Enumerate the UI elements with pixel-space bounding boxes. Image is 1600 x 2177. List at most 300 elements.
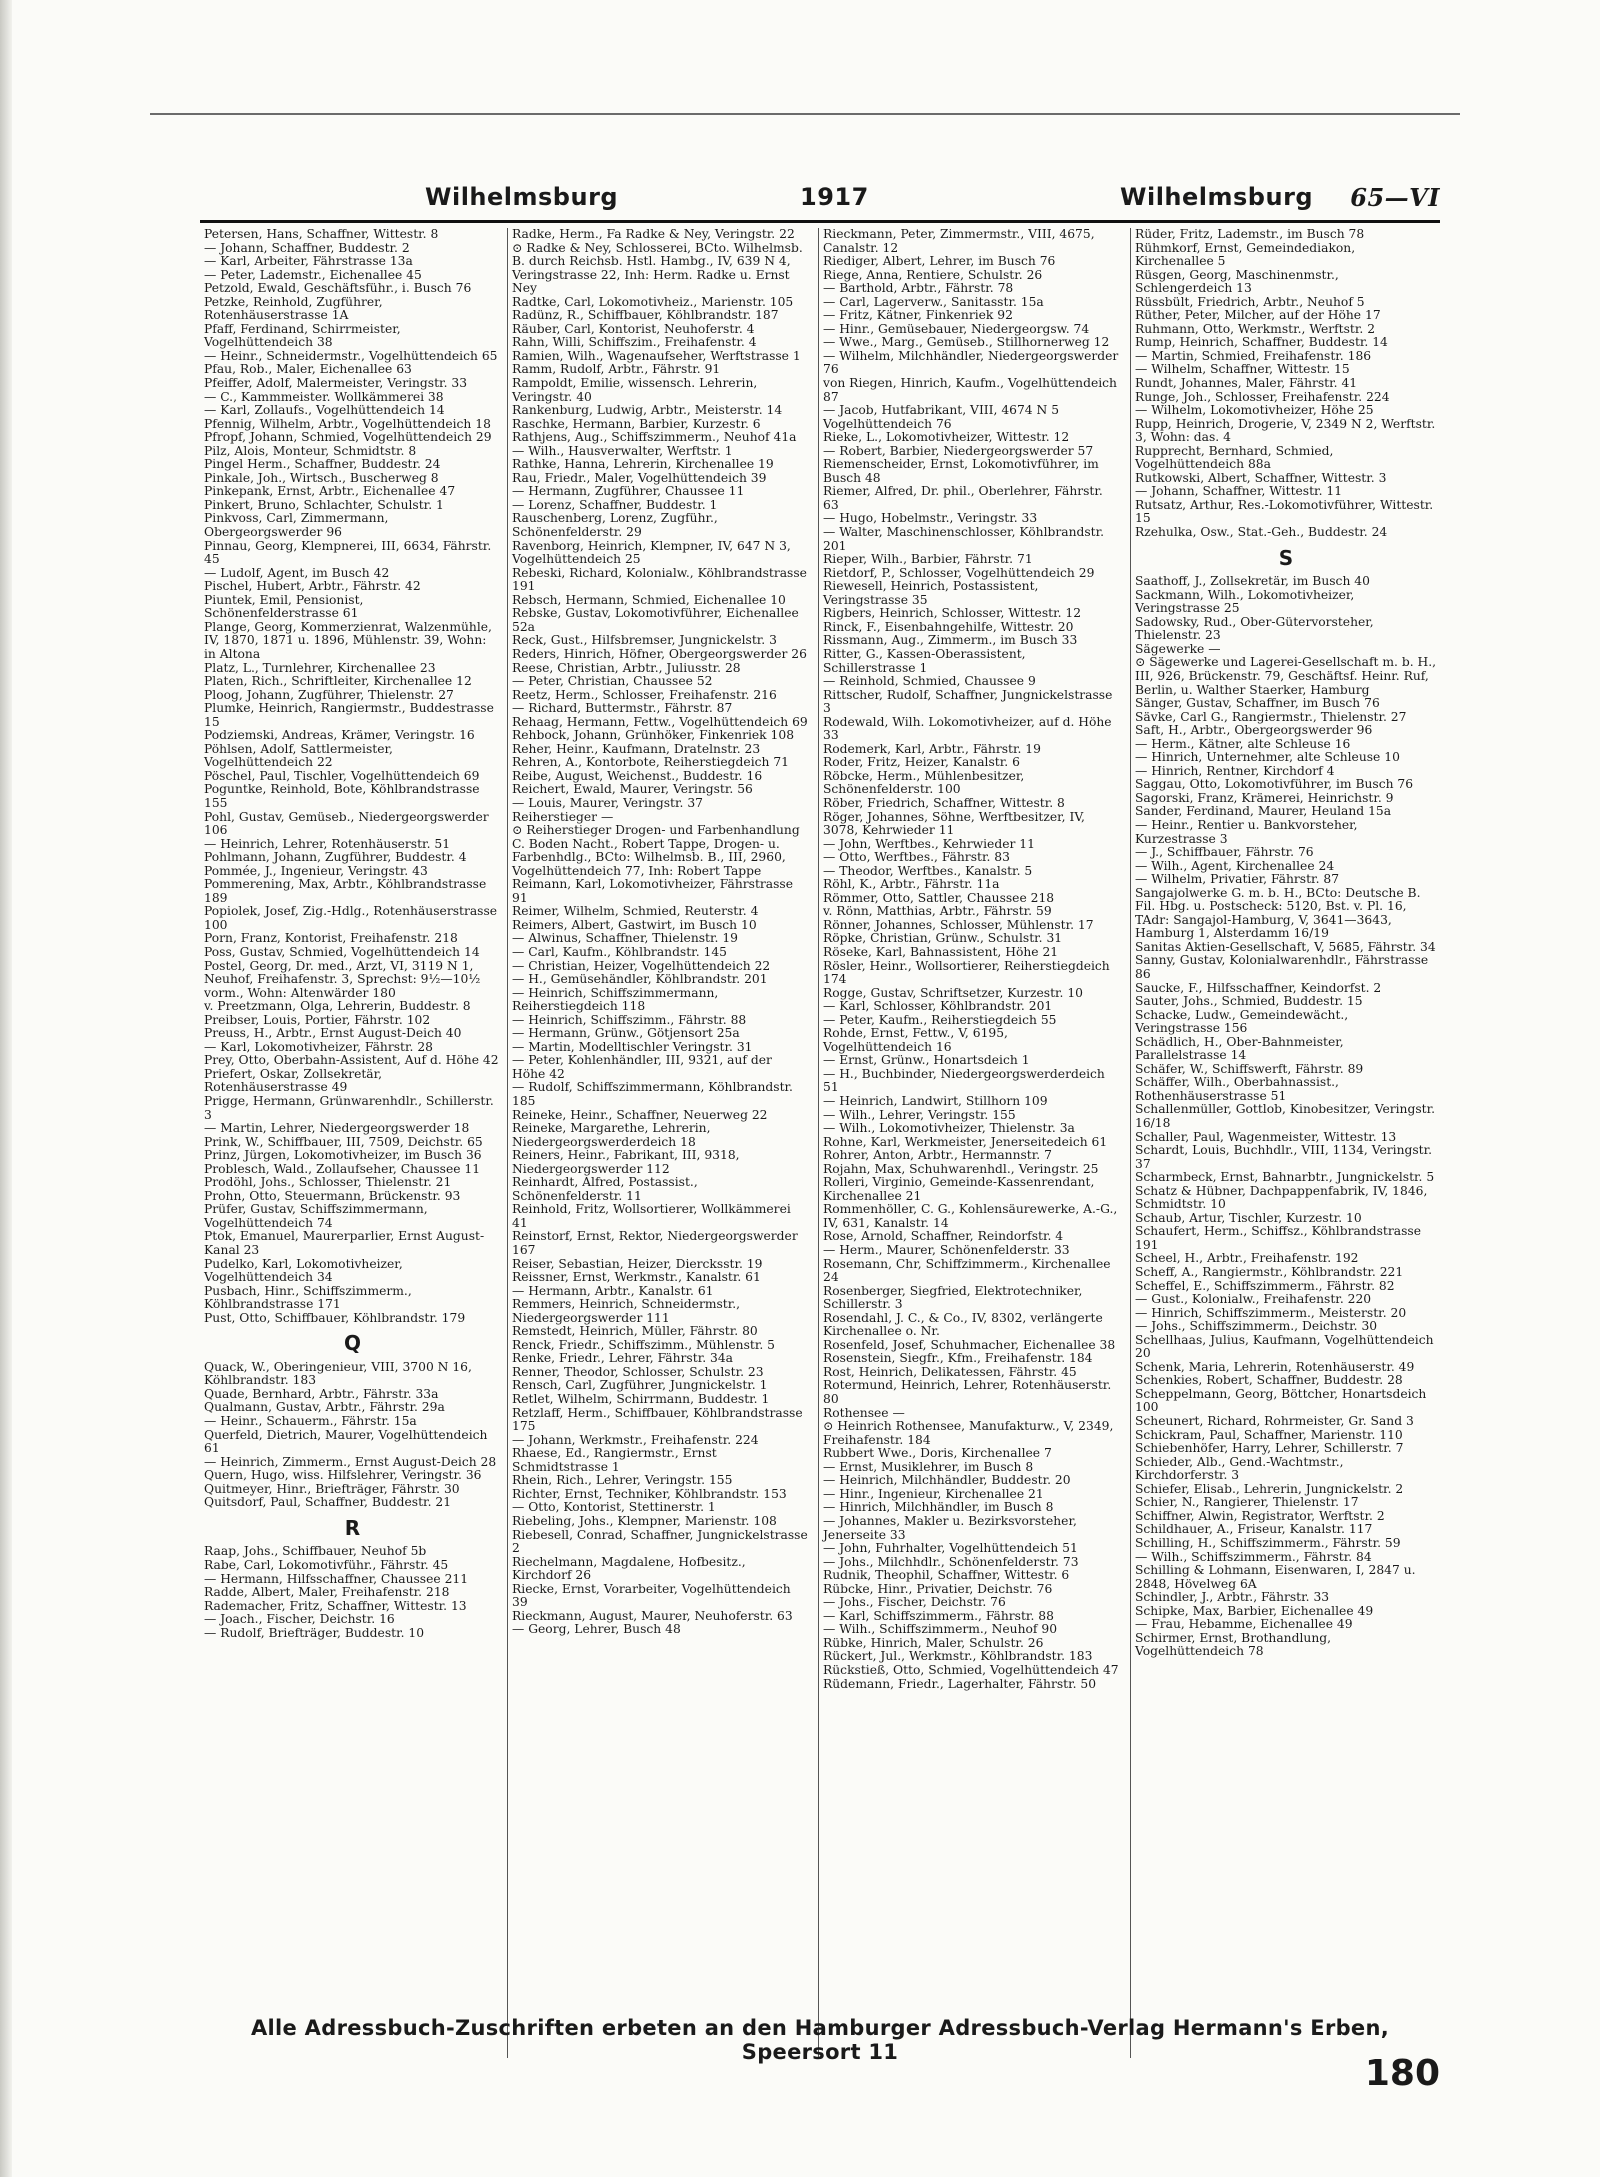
directory-entry: Rabe, Carl, Lokomotivführ., Fährstr. 45 (204, 1557, 449, 1572)
directory-entry: Plumke, Heinrich, Rangiermstr., Buddestrasse 15 (204, 701, 494, 729)
directory-entry: Porn, Franz, Kontorist, Freihafenstr. 218 (204, 931, 458, 946)
section-letter-heading: Q (343, 1331, 361, 1356)
directory-entry: Rösler, Heinr., Wollsortierer, Reiherstiegdeich 174 (823, 958, 1110, 987)
section-letter-heading: S (1278, 545, 1294, 570)
directory-entry: Sagorski, Franz, Krämerei, Heinrichstr. 9 (1135, 790, 1394, 805)
directory-entry: Rühmkorf, Ernst, Gemeindediakon, Kirchenallee 5 (1135, 240, 1356, 269)
directory-entry: Poss, Gustav, Schmied, Vogelhüttendeich 14 (204, 944, 480, 959)
directory-entry: Reiners, Heinr., Fabrikant, III, 9318, Niedergeorgswerder 112 (512, 1148, 740, 1176)
directory-entry: Rodewald, Wilh. Lokomotivheizer, auf d. Höhe 33 (823, 714, 1112, 743)
directory-entry: — Johannes, Makler u. Bezirksvorsteher, Jenerseite 33 (823, 1513, 1077, 1542)
directory-entry: — Hinrich, Milchhändler, im Busch 8 (823, 1500, 1054, 1515)
directory-entry: Radde, Albert, Maler, Freihafenstr. 218 (204, 1585, 450, 1600)
directory-entry: — Heinr., Schauerm., Fährstr. 15a (204, 1414, 417, 1429)
directory-entry: Schaller, Paul, Wagenmeister, Wittestr. 13 (1135, 1129, 1397, 1144)
directory-entry: Prodöhl, Johs., Schlosser, Thielenstr. 21 (204, 1175, 452, 1190)
directory-entry: — Lorenz, Schaffner, Buddestr. 1 (512, 497, 718, 512)
directory-entry: — Heinr., Rentier u. Bankvorsteher, Kurzestrasse 3 (1135, 817, 1358, 846)
directory-entry: ⊙ Heinrich Rothensee, Manufakturw., V, 2349, Freihafenstr. 184 (823, 1419, 1114, 1447)
directory-entry: — Hinrich, Unternehmer, alte Schleuse 10 (1135, 750, 1400, 765)
directory-entry: Remstedt, Heinrich, Müller, Fährstr. 80 (512, 1324, 758, 1339)
directory-entry: — H., Buchbinder, Niedergeorgswerderdeich 51 (823, 1066, 1105, 1095)
directory-entry: Platz, L., Turnlehrer, Kirchenallee 23 (204, 660, 436, 675)
directory-entry: — C., Kammmeister. Wollkämmerei 38 (204, 389, 444, 404)
directory-entry: Rathjens, Aug., Schiffszimmerm., Neuhof 41a (512, 430, 797, 445)
directory-entry: Scheunert, Richard, Rohrmeister, Gr. Sand 3 (1135, 1414, 1414, 1429)
directory-entry: — Hinrich, Schiffszimmerm., Meisterstr. 20 (1135, 1305, 1407, 1320)
directory-entry: Ramien, Wilh., Wagenaufseher, Werftstrasse 1 (512, 348, 801, 363)
directory-entry: — Hinr., Gemüsebauer, Niedergeorgsw. 74 (823, 321, 1090, 336)
directory-entry: Plange, Georg, Kommerzienrat, Walzenmühle, IV, 1870, 1871 u. 1896, Mühlenstr. 39, Wohn: in Altona (204, 619, 492, 661)
directory-entry: Riebesell, Conrad, Schaffner, Jungnickelstrasse 2 (512, 1527, 808, 1556)
directory-entry: Richter, Ernst, Techniker, Köhlbrandstr. 153 (512, 1486, 787, 1501)
directory-entry: Quitmeyer, Hinr., Briefträger, Fährstr. 30 (204, 1481, 460, 1496)
directory-entry: Rubbert Wwe., Doris, Kirchenallee 7 (823, 1446, 1052, 1461)
directory-entry: — Peter, Kaufm., Reiherstiegdeich 55 (823, 1012, 1057, 1027)
directory-entry: Schädlich, H., Ober-Bahnmeister, Parallelstrasse 14 (1135, 1034, 1344, 1063)
directory-entry: Rosenberger, Siegfried, Elektrotechniker, Schillerstr. 3 (823, 1283, 1083, 1312)
directory-entry: — Hermann, Grünw., Götjensort 25a (512, 1026, 740, 1041)
directory-entry: Rupp, Heinrich, Drogerie, V, 2349 N 2, Werftstr. 3, Wohn: das. 4 (1135, 416, 1436, 445)
directory-entry: — Hugo, Hobelmstr., Veringstr. 33 (823, 511, 1038, 526)
directory-entry: Schiefer, Elisab., Lehrerin, Jungnickelstr. 2 (1135, 1481, 1404, 1496)
directory-entry: Rosenstein, Siegfr., Kfm., Freihafenstr. 184 (823, 1351, 1093, 1366)
directory-entry: Renke, Friedr., Lehrer, Fährstr. 34a (512, 1351, 734, 1366)
directory-entry: Reimann, Karl, Lokomotivheizer, Fährstrasse 91 (512, 877, 793, 905)
directory-entry: Rommenhöller, C. G., Kohlensäurewerke, A.-G., IV, 631, Kanalstr. 14 (823, 1202, 1118, 1230)
header-rule (200, 220, 1440, 223)
directory-entry: Riege, Anna, Rentiere, Schulstr. 26 (823, 267, 1043, 282)
directory-entry: Reinhardt, Alfred, Postassist., Schönenfelderstr. 11 (512, 1175, 698, 1203)
directory-entry: Raap, Johs., Schiffbauer, Neuhof 5b (204, 1544, 427, 1559)
directory-entry: — Peter, Christian, Chaussee 52 (512, 674, 713, 689)
directory-entry: Pinnau, Georg, Klempnerei, III, 6634, Fährstr. 45 (204, 538, 492, 567)
header-page-ref: 65—VI (1350, 183, 1440, 212)
directory-entry: Rhaese, Ed., Rangiermstr., Ernst Schmidtstrasse 1 (512, 1446, 717, 1474)
directory-entry: — Martin, Modelltischler Veringstr. 31 (512, 1039, 753, 1054)
directory-entry: Sackmann, Wilh., Lokomotivheizer, Veringstrasse 25 (1135, 587, 1355, 616)
directory-entry: Schäffer, Wilh., Oberbahnassist., Rothenhäuserstrasse 51 (1135, 1075, 1339, 1103)
directory-entry: Rauschenberg, Lorenz, Zugführ., Schönenfelderstr. 29 (512, 511, 718, 540)
directory-entry: — Wilh., Schiffszimmerm., Neuhof 90 (823, 1622, 1058, 1637)
directory-entry: Schaub, Artur, Tischler, Kurzestr. 10 (1135, 1210, 1362, 1225)
directory-entry: Pommerening, Max, Arbtr., Köhlbrandstrasse 189 (204, 877, 487, 905)
directory-entry: Rahn, Willi, Schiffszim., Freihafenstr. 4 (512, 335, 757, 350)
directory-entry: Riemenscheider, Ernst, Lokomotivführer, im Busch 48 (823, 457, 1099, 485)
directory-entry: — Hinr., Ingenieur, Kirchenallee 21 (823, 1486, 1044, 1501)
directory-entry: Petersen, Hans, Schaffner, Wittestr. 8 (204, 228, 439, 241)
directory-entry: — Heinrich, Schiffszimm., Fährstr. 88 (512, 1012, 747, 1027)
directory-entry: Reck, Gust., Hilfsbremser, Jungnickelstr. 3 (512, 633, 777, 648)
directory-entry: Radtke, Carl, Lokomotivheiz., Marienstr. 105 (512, 294, 794, 309)
directory-entry: — Carl, Kaufm., Köhlbrandstr. 145 (512, 944, 728, 959)
directory-entry: — Wilh., Lokomotivheizer, Thielenstr. 3a (823, 1121, 1075, 1136)
directory-entry: Pfennig, Wilhelm, Arbtr., Vogelhüttendeich 18 (204, 416, 491, 431)
directory-entry: Röbcke, Herm., Mühlenbesitzer, Schönenfelderstr. 100 (823, 768, 1025, 797)
directory-entry: Querfeld, Dietrich, Maurer, Vogelhüttendeich 61 (204, 1427, 488, 1456)
directory-entry: Reissner, Ernst, Werkmstr., Kanalstr. 61 (512, 1270, 761, 1285)
directory-entry: Saft, H., Arbtr., Obergeorgswerder 96 (1135, 723, 1373, 738)
column-1 (200, 228, 505, 2058)
directory-entry: Piuntek, Emil, Pensionist, Schönenfelderstrasse 61 (204, 592, 364, 621)
directory-entry: Prüfer, Gustav, Schiffszimmermann, Vogelhüttendeich 74 (204, 1202, 428, 1230)
directory-entry: von Riegen, Hinrich, Kaufm., Vogelhüttendeich 87 (823, 376, 1117, 404)
directory-entry: — Alwinus, Schaffner, Thielenstr. 19 (512, 931, 738, 946)
directory-entry: Scheff, A., Rangiermstr., Köhlbrandstr. 221 (1135, 1265, 1404, 1280)
page-edge-shadow (0, 0, 12, 2177)
directory-entry: Rolleri, Virginio, Gemeinde-Kassenrendant, Kirchenallee 21 (823, 1175, 1095, 1203)
directory-entry: Schacke, Ludw., Gemeindewächt., Veringstrasse 156 (1135, 1007, 1349, 1036)
directory-entry: Riecke, Ernst, Vorarbeiter, Vogelhüttendeich 39 (512, 1581, 791, 1610)
directory-entry: Runge, Joh., Schlosser, Freihafenstr. 224 (1135, 389, 1390, 404)
directory-entry: Prinz, Jürgen, Lokomotivheizer, im Busch 36 (204, 1148, 482, 1163)
directory-entry: Reders, Hinrich, Höfner, Obergeorgswerder 26 (512, 646, 807, 661)
directory-entry: Saucke, F., Hilfsschaffner, Keindorfst. 2 (1135, 980, 1382, 995)
directory-entry: Rohrer, Anton, Arbtr., Hermannstr. 7 (823, 1148, 1052, 1163)
directory-entry: v. Rönn, Matthias, Arbtr., Fährstr. 59 (823, 904, 1052, 919)
directory-entry: Pöschel, Paul, Tischler, Vogelhüttendeich 69 (204, 768, 480, 783)
directory-entry: Rothensee — (823, 1405, 905, 1420)
directory-entry: — Martin, Lehrer, Niedergeorgswerder 18 (204, 1121, 470, 1136)
directory-entry: Rehbock, Johann, Grünhöker, Finkenriek 108 (512, 728, 795, 743)
directory-entry: Reinhold, Fritz, Wollsortierer, Wollkämmerei 41 (512, 1202, 791, 1230)
directory-entry: — Johann, Werkmstr., Freihafenstr. 224 (512, 1432, 759, 1447)
directory-entry: Roder, Fritz, Heizer, Kanalstr. 6 (823, 755, 1020, 770)
directory-entry: — Louis, Maurer, Veringstr. 37 (512, 795, 703, 810)
directory-entry: Remmers, Heinrich, Schneidermstr., Niedergeorgswerder 111 (512, 1297, 741, 1325)
directory-entry: Renck, Friedr., Schiffszimm., Mühlenstr. 5 (512, 1337, 776, 1352)
directory-entry: Schiebenhöfer, Harry, Lehrer, Schillerstr. 7 (1135, 1441, 1404, 1456)
directory-entry: — Gust., Kolonialw., Freihafenstr. 220 (1135, 1292, 1372, 1307)
directory-entry: Rampoldt, Emilie, wissensch. Lehrerin, Veringstr. 40 (512, 376, 758, 404)
directory-entry: Schindler, J., Arbtr., Fährstr. 33 (1135, 1590, 1330, 1605)
directory-entry: Rhein, Rich., Lehrer, Veringstr. 155 (512, 1473, 733, 1488)
directory-entry: — Karl, Schiffszimmerm., Fährstr. 88 (823, 1608, 1054, 1623)
directory-entry: — Theodor, Werftbes., Kanalstr. 5 (823, 863, 1033, 878)
directory-entry: Rzehulka, Osw., Stat.-Geh., Buddestr. 24 (1135, 525, 1388, 540)
directory-entry: — J., Schiffbauer, Fährstr. 76 (1135, 845, 1314, 860)
directory-entry: Sägewerke — (1135, 641, 1221, 656)
directory-entry: — Heinr., Schneidermstr., Vogelhüttendeich 65 (204, 348, 498, 363)
directory-entry: Reiser, Sebastian, Heizer, Diercksstr. 19 (512, 1256, 763, 1271)
directory-entry: — Karl, Zollaufs., Vogelhüttendeich 14 (204, 403, 445, 418)
directory-entry: — Heinrich, Milchhändler, Buddestr. 20 (823, 1473, 1071, 1488)
directory-entry: Schirmer, Ernst, Brothandlung, Vogelhüttendeich 78 (1135, 1630, 1332, 1659)
directory-entry: Rissmann, Aug., Zimmerm., im Busch 33 (823, 633, 1078, 648)
directory-entry: Rigbers, Heinrich, Schlosser, Wittestr. 12 (823, 606, 1082, 621)
directory-entry: Rutsatz, Arthur, Res.-Lokomotivführer, Wittestr. 15 (1135, 497, 1434, 526)
directory-entry: — Wilhelm, Schaffner, Wittestr. 15 (1135, 362, 1350, 377)
directory-entry: Quack, W., Oberingenieur, VIII, 3700 N 16, Köhlbrandstr. 183 (204, 1359, 472, 1388)
directory-entry: Pingel Herm., Schaffner, Buddestr. 24 (204, 457, 441, 472)
directory-entry: Rüssbült, Friedrich, Arbtr., Neuhof 5 (1135, 294, 1365, 309)
directory-entry: Sauter, Johs., Schmied, Buddestr. 15 (1135, 994, 1363, 1009)
directory-entry: Rankenburg, Ludwig, Arbtr., Meisterstr. 14 (512, 403, 783, 418)
directory-entry: — Wwe., Marg., Gemüseb., Stillhornerweg 12 (823, 335, 1110, 350)
directory-entry: Pfeiffer, Adolf, Malermeister, Veringstr. 33 (204, 376, 468, 391)
directory-entry: Sanny, Gustav, Kolonialwarenhdlr., Fährstrasse 86 (1135, 953, 1429, 981)
directory-entry: Radünz, R., Schiffbauer, Köhlbrandstr. 187 (512, 308, 779, 323)
directory-entry: Petzold, Ewald, Geschäftsführ., i. Busch 76 (204, 281, 472, 296)
page-number: 180 (1364, 2053, 1440, 2094)
directory-entry: Rüther, Peter, Milcher, auf der Höhe 17 (1135, 308, 1381, 323)
directory-entry: ⊙ Radke & Ney, Schlosserei, BCto. Wilhelmsb. B. durch Reichsb. Hstl. Hambg., IV, 639 N 4, Veringstrasse 22, Inh: Herm. Radke u. Ernst Ney (512, 240, 803, 296)
directory-entry: — Richard, Buttermstr., Fährstr. 87 (512, 701, 733, 716)
directory-entry: Ptok, Emanuel, Maurerparlier, Ernst August-Kanal 23 (204, 1229, 485, 1258)
directory-entry: — Wilhelm, Privatier, Fährstr. 87 (1135, 872, 1340, 887)
directory-entry: Rutkowski, Albert, Schaffner, Wittestr. 3 (1135, 470, 1387, 485)
directory-entry: Riechelmann, Magdalene, Hofbesitz., Kirchdorf 26 (512, 1554, 746, 1583)
directory-entry: — Karl, Schlosser, Köhlbrandstr. 201 (823, 999, 1053, 1014)
directory-entry: Rump, Heinrich, Schaffner, Buddestr. 14 (1135, 335, 1388, 350)
directory-entry: — Ludolf, Agent, im Busch 42 (204, 565, 390, 580)
directory-entry: Rundt, Johannes, Maler, Fährstr. 41 (1135, 376, 1358, 391)
directory-entry: Reese, Christian, Arbtr., Juliusstr. 28 (512, 660, 741, 675)
directory-entry: Ruhmann, Otto, Werkmstr., Werftstr. 2 (1135, 321, 1376, 336)
directory-entry: — Wilh., Hausverwalter, Werftstr. 1 (512, 443, 733, 458)
directory-entry: — Heinrich, Schiffszimmermann, Reiherstiegdeich 118 (512, 985, 719, 1014)
directory-entry: Prey, Otto, Oberbahn-Assistent, Auf d. Höhe 42 (204, 1053, 499, 1068)
directory-entry: — Walter, Maschinenschlosser, Köhlbrandstr. 201 (823, 525, 1105, 553)
directory-entry: — Herm., Kätner, alte Schleuse 16 (1135, 736, 1351, 751)
directory-entry: Rupprecht, Bernhard, Schmied, Vogelhüttendeich 88a (1135, 443, 1334, 472)
directory-entry: Rieper, Wilh., Barbier, Fährstr. 71 (823, 552, 1033, 567)
directory-entry: — Johann, Schaffner, Buddestr. 2 (204, 240, 410, 255)
directory-entry: Sander, Ferdinand, Maurer, Heuland 15a (1135, 804, 1392, 819)
directory-entry: Podziemski, Andreas, Krämer, Veringstr. 16 (204, 728, 475, 743)
directory-entry: Pusbach, Hinr., Schiffszimmerm., Köhlbrandstrasse 171 (204, 1283, 412, 1312)
footer-notice: Alle Adressbuch-Zuschriften erbeten an den Hamburger Adressbuch-Verlag Hermann's Erben, Speersort 11 (250, 2016, 1390, 2064)
directory-entry: Schäfer, W., Schiffswerft, Fährstr. 89 (1135, 1061, 1364, 1076)
directory-entry: Rehren, A., Kontorbote, Reiherstiegdeich 71 (512, 755, 789, 770)
directory-entry: Pischel, Hubert, Arbtr., Fährstr. 42 (204, 579, 421, 594)
directory-entry: Scheel, H., Arbtr., Freihafenstr. 192 (1135, 1251, 1359, 1266)
directory-entry: Schenkies, Robert, Schaffner, Buddestr. 28 (1135, 1373, 1403, 1388)
directory-entry: Rübcke, Hinr., Privatier, Deichstr. 76 (823, 1581, 1053, 1596)
directory-entry: Quade, Bernhard, Arbtr., Fährstr. 33a (204, 1386, 439, 1401)
directory-entry: Saggau, Otto, Lokomotivführer, im Busch 76 (1135, 777, 1414, 792)
directory-entry: Schiffner, Alwin, Registrator, Werftstr. 2 (1135, 1508, 1385, 1523)
directory-entry: Reimers, Albert, Gastwirt, im Busch 10 (512, 917, 757, 932)
directory-entry: Ploog, Johann, Zugführer, Thielenstr. 27 (204, 687, 454, 702)
directory-entry: Preuss, H., Arbtr., Ernst August-Deich 40 (204, 1026, 462, 1041)
directory-entry: Rathke, Hanna, Lehrerin, Kirchenallee 19 (512, 457, 774, 472)
directory-entry: Scharmbeck, Ernst, Bahnarbtr., Jungnickelstr. 5 (1135, 1170, 1435, 1185)
directory-entry: Rodemerk, Karl, Arbtr., Fährstr. 19 (823, 741, 1041, 756)
directory-entry: Reetz, Herm., Schlosser, Freihafenstr. 216 (512, 687, 777, 702)
directory-entry: Rückstieß, Otto, Schmied, Vogelhüttendeich 47 (823, 1662, 1119, 1677)
directory-entry: — Johs., Schiffszimmerm., Deichstr. 30 (1135, 1319, 1378, 1334)
directory-entry: Rotermund, Heinrich, Lehrer, Rotenhäuserstr. 80 (823, 1378, 1112, 1407)
directory-entry: Schildhauer, A., Friseur, Kanalstr. 117 (1135, 1522, 1373, 1537)
directory-entry: — Rudolf, Schiffszimmermann, Köhlbrandstr. 185 (512, 1080, 793, 1108)
directory-entry: Platen, Rich., Schriftleiter, Kirchenallee 12 (204, 674, 472, 689)
directory-entry: Rosemann, Chr, Schiffzimmerm., Kirchenallee 24 (823, 1256, 1111, 1285)
directory-entry: Riediger, Albert, Lehrer, im Busch 76 (823, 254, 1056, 269)
directory-entry: — Peter, Kohlenhändler, III, 9321, auf der Höhe 42 (512, 1053, 772, 1081)
directory-entry: Schatz & Hübner, Dachpappenfabrik, IV, 1846, Schmidtstr. 10 (1135, 1183, 1428, 1212)
header-year: 1917 (800, 183, 869, 211)
directory-entry: Rosenfeld, Josef, Schuhmacher, Eichenallee 38 (823, 1337, 1116, 1352)
directory-entry: Sadowsky, Rud., Ober-Gütervorsteher, Thielenstr. 23 (1135, 614, 1374, 643)
directory-entry: Rüsgen, Georg, Maschinenmstr., Schlengerdeich 13 (1135, 267, 1339, 296)
column-2 (507, 228, 813, 2058)
directory-entry: — Hermann, Zugführer, Chaussee 11 (512, 484, 745, 499)
directory-entry: Prigge, Hermann, Grünwarenhdlr., Schillerstr. 3 (204, 1094, 494, 1122)
directory-entry: Rieckmann, August, Maurer, Neuhoferstr. 63 (512, 1608, 793, 1623)
directory-entry: Schier, N., Rangierer, Thielenstr. 17 (1135, 1495, 1359, 1510)
directory-entry: Problesch, Wald., Zollaufseher, Chaussee 11 (204, 1161, 481, 1176)
directory-entry: Rieckmann, Peter, Zimmermstr., VIII, 4675, Canalstr. 12 (823, 228, 1095, 255)
directory-entry: — Heinrich, Landwirt, Stillhorn 109 (823, 1094, 1048, 1108)
directory-entry: Rogge, Gustav, Schriftsetzer, Kurzestr. 10 (823, 985, 1084, 1000)
directory-entry: Pinkale, Joh., Wirtsch., Buscherweg 8 (204, 470, 439, 485)
column-4 (1130, 228, 1441, 2058)
directory-entry: Röhl, K., Arbtr., Fährstr. 11a (823, 877, 1000, 892)
directory-entry: Rüder, Fritz, Lademstr., im Busch 78 (1135, 228, 1365, 241)
directory-entry: — Peter, Lademstr., Eichenallee 45 (204, 267, 422, 282)
directory-entry: Rose, Arnold, Schaffner, Reindorfstr. 4 (823, 1229, 1064, 1244)
directory-entry: — John, Werftbes., Kehrwieder 11 (823, 836, 1035, 851)
directory-entry: Ramm, Rudolf, Arbtr., Fährstr. 91 (512, 362, 721, 377)
directory-entry: — Hermann, Hilfsschaffner, Chaussee 211 (204, 1571, 469, 1586)
directory-entry: — Martin, Schmied, Freihafenstr. 186 (1135, 348, 1372, 363)
directory-entry: Römmer, Otto, Sattler, Chaussee 218 (823, 890, 1055, 905)
directory-entry: Schickram, Paul, Schaffner, Marienstr. 110 (1135, 1427, 1403, 1442)
directory-entry: Sanitas Aktien-Gesellschaft, V, 5685, Fährstr. 34 (1135, 939, 1436, 954)
directory-entry: Rosendahl, J. C., & Co., IV, 8302, verlängerte Kirchenallee o. Nr. (823, 1310, 1103, 1339)
directory-entry: Pfropf, Johann, Schmied, Vogelhüttendeich 29 (204, 430, 492, 445)
directory-entry: — Christian, Heizer, Vogelhüttendeich 22 (512, 958, 771, 973)
directory-entry: Riemer, Alfred, Dr. phil., Oberlehrer, Fährstr. 63 (823, 484, 1103, 512)
directory-entry: — Wilh., Agent, Kirchenallee 24 (1135, 858, 1335, 873)
directory-entry: Schallenmüller, Gottlob, Kinobesitzer, Veringstr. 16/18 (1135, 1102, 1436, 1130)
directory-entry: Schellhaas, Julius, Kaufmann, Vogelhüttendeich 20 (1135, 1332, 1434, 1361)
directory-entry: Sänger, Gustav, Schaffner, im Busch 76 (1135, 696, 1380, 711)
directory-entry: Rudnik, Theophil, Schaffner, Wittestr. 6 (823, 1568, 1070, 1583)
directory-entry: — Ernst, Grünw., Honartsdeich 1 (823, 1053, 1030, 1068)
directory-entry: — Herm., Maurer, Schönenfelderstr. 33 (823, 1243, 1070, 1258)
directory-entry: Pohlmann, Johann, Zugführer, Buddestr. 4 (204, 850, 467, 865)
directory-entry: — Joach., Fischer, Deichstr. 16 (204, 1612, 395, 1627)
directory-entry: — Frau, Hebamme, Eichenallee 49 (1135, 1617, 1353, 1632)
directory-entry: — Otto, Kontorist, Stettinerstr. 1 (512, 1500, 716, 1515)
directory-entry: Rebeski, Richard, Kolonialw., Köhlbrandstrasse 191 (512, 565, 807, 594)
directory-entry: Prohn, Otto, Steuermann, Brückenstr. 93 (204, 1188, 461, 1203)
directory-entry: Pudelko, Karl, Lokomotivheizer, Vogelhüttendeich 34 (204, 1256, 403, 1285)
directory-entry: — Carl, Lagerverw., Sanitasstr. 15a (823, 294, 1044, 309)
directory-entry: Riewesell, Heinrich, Postassistent, Veringstrasse 35 (823, 579, 1039, 607)
directory-entry: Rinck, F., Eisenbahngehilfe, Wittestr. 20 (823, 619, 1074, 634)
directory-entry: Popiolek, Josef, Zig.-Hdlg., Rotenhäuserstrasse 100 (204, 904, 498, 932)
directory-entry: Pinkvoss, Carl, Zimmermann, Obergeorgswerder 96 (204, 511, 389, 540)
directory-entry: Pinkepank, Ernst, Arbtr., Eichenallee 47 (204, 484, 456, 499)
directory-entry: Reichert, Ewald, Maurer, Veringstr. 56 (512, 782, 753, 797)
directory-entry: Postel, Georg, Dr. med., Arzt, VI, 3119 N 1, Neuhof, Freihafenstr. 3, Sprechst: 9½—10½ vorm., Wohn: Altenwärder 180 (204, 958, 481, 1000)
directory-entry: — Ernst, Musiklehrer, im Busch 8 (823, 1459, 1034, 1474)
directory-entry: — Robert, Barbier, Niedergeorgswerder 57 (823, 443, 1094, 458)
directory-entry: Schieder, Alb., Gend.-Wachtmstr., Kirchdorferstr. 3 (1135, 1454, 1344, 1483)
directory-entry: Rebsch, Hermann, Schmied, Eichenallee 10 (512, 592, 786, 607)
directory-entry: — Karl, Arbeiter, Fährstrasse 13a (204, 254, 413, 269)
directory-entry: Radke, Herm., Fa Radke & Ney, Veringstr. 22 (512, 228, 795, 241)
directory-entry: — Johs., Milchhdlr., Schönenfelderstr. 73 (823, 1554, 1079, 1569)
directory-entry: — Wilh., Lehrer, Veringstr. 155 (823, 1107, 1016, 1122)
directory-entry: — Heinrich, Lehrer, Rotenhäuserstr. 51 (204, 836, 451, 851)
directory-entry: Prink, W., Schiffbauer, III, 7509, Deichstr. 65 (204, 1134, 483, 1149)
directory-entry: Schaufert, Herm., Schiffsz., Köhlbrandstrasse 191 (1135, 1224, 1421, 1252)
directory-entry: Reineke, Heinr., Schaffner, Neuerweg 22 (512, 1107, 768, 1122)
directory-entry: v. Preetzmann, Olga, Lehrerin, Buddestr. 8 (204, 999, 471, 1014)
directory-columns (200, 228, 1440, 2058)
directory-entry: — John, Fuhrhalter, Vogelhüttendeich 51 (823, 1541, 1078, 1556)
directory-entry: — Reinhold, Schmied, Chaussee 9 (823, 674, 1036, 689)
directory-entry: Renner, Theodor, Schlosser, Schulstr. 23 (512, 1364, 764, 1379)
directory-entry: — Otto, Werftbes., Fährstr. 83 (823, 850, 1010, 865)
directory-entry: Priefert, Oskar, Zollsekretär, Rotenhäuserstrasse 49 (204, 1066, 383, 1095)
directory-entry: — Wilh., Schiffszimmerm., Fährstr. 84 (1135, 1549, 1372, 1564)
directory-entry: Röpke, Christian, Grünw., Schulstr. 31 (823, 931, 1063, 946)
header-left-title: Wilhelmsburg (425, 183, 619, 211)
directory-entry: Pilz, Alois, Monteur, Schmidtstr. 8 (204, 443, 417, 458)
directory-entry: Petzke, Reinhold, Zugführer, Rotenhäuserstrasse 1A (204, 294, 383, 323)
directory-entry: Retlet, Wilhelm, Schirrmann, Buddestr. 1 (512, 1392, 770, 1407)
directory-entry: — Wilhelm, Milchhändler, Niedergeorgswerder 76 (823, 348, 1119, 377)
directory-entry: Retzlaff, Herm., Schiffbauer, Köhlbrandstrasse 175 (512, 1405, 803, 1434)
directory-entry: — Johs., Fischer, Deichstr. 76 (823, 1595, 1006, 1610)
directory-entry: Riebeling, Johs., Klempner, Marienstr. 108 (512, 1513, 777, 1528)
directory-entry: ⊙ Sägewerke und Lagerei-Gesellschaft m. b. H., III, 926, Brückenstr. 79, Geschäftsf. Heinr. Ruf, Berlin, u. Walther Staerker, Hamburg (1135, 655, 1437, 697)
directory-entry: Qualmann, Gustav, Arbtr., Fährstr. 29a (204, 1400, 445, 1415)
directory-entry: Sangajolwerke G. m. b. H., BCto: Deutsche B. Fil. Hbg. u. Postscheck: 5120, Bst. v. Pl. 16, TAdr: Sangajol-Hamburg, V, 3641—3643, Hamburg 1, Alsterdamm 16/19 (1135, 885, 1421, 941)
directory-entry: Quitsdorf, Paul, Schaffner, Buddestr. 21 (204, 1495, 452, 1510)
directory-entry: Rensch, Carl, Zugführer, Jungnickelstr. 1 (512, 1378, 768, 1393)
directory-entry: Rademacher, Fritz, Schaffner, Wittestr. 13 (204, 1598, 467, 1613)
directory-entry: Scheffel, E., Schiffszimmerm., Fährstr. 82 (1135, 1278, 1395, 1293)
directory-entry: Reiherstieger — (512, 809, 614, 824)
directory-entry: Schardt, Louis, Buchhdlr., VIII, 1134, Veringstr. 37 (1135, 1143, 1433, 1171)
directory-entry: Rietdorf, P., Schlosser, Vogelhüttendeich 29 (823, 565, 1095, 580)
directory-entry: Rübke, Hinrich, Maler, Schulstr. 26 (823, 1635, 1044, 1650)
directory-entry: Rönner, Johannes, Schlosser, Mühlenstr. 17 (823, 917, 1094, 932)
top-rule (150, 113, 1460, 115)
directory-entry: Pohl, Gustav, Gemüseb., Niedergeorgswerder 106 (204, 809, 489, 838)
directory-entry: Pust, Otto, Schiffbauer, Köhlbrandstr. 179 (204, 1310, 466, 1325)
directory-entry: Reibe, August, Weichenst., Buddestr. 16 (512, 768, 763, 783)
directory-entry: Rückert, Jul., Werkmstr., Köhlbrandstr. 183 (823, 1649, 1093, 1664)
directory-entry: Raschke, Hermann, Barbier, Kurzestr. 6 (512, 416, 761, 431)
directory-entry: Röger, Johannes, Söhne, Werftbesitzer, IV, 3078, Kehrwieder 11 (823, 809, 1085, 838)
directory-entry: Rau, Friedr., Maler, Vogelhüttendeich 39 (512, 470, 767, 485)
directory-entry: Rost, Heinrich, Delikatessen, Fährstr. 45 (823, 1364, 1077, 1379)
directory-entry: — Fritz, Kätner, Finkenriek 92 (823, 308, 1013, 323)
directory-entry: Sävke, Carl G., Rangiermstr., Thielenstr. 27 (1135, 709, 1407, 724)
directory-entry: Poguntke, Reinhold, Bote, Köhlbrandstrasse 155 (204, 782, 480, 810)
section-letter-heading: R (344, 1515, 361, 1540)
directory-entry: — Johann, Schaffner, Wittestr. 11 (1135, 484, 1343, 499)
directory-entry: — Barthold, Arbtr., Fährstr. 78 (823, 281, 1014, 296)
directory-entry: Rohde, Ernst, Fettw., V, 6195, Vogelhüttendeich 16 (823, 1026, 1008, 1054)
column-3 (818, 228, 1124, 2058)
directory-entry: Rehaag, Hermann, Fettw., Vogelhüttendeich 69 (512, 714, 808, 729)
directory-entry: Ravenborg, Heinrich, Klempner, IV, 647 N 3, Vogelhüttendeich 25 (512, 538, 791, 567)
directory-entry: Ritter, G., Kassen-Oberassistent, Schillerstrasse 1 (823, 646, 1026, 675)
directory-entry: Reineke, Margarethe, Lehrerin, Niedergeorgswerderdeich 18 (512, 1121, 711, 1149)
directory-entry: Pöhlsen, Adolf, Sattlermeister, Vogelhüttendeich 22 (204, 741, 393, 770)
directory-entry: — Hinrich, Rentner, Kirchdorf 4 (1135, 763, 1335, 778)
directory-entry: Rüdemann, Friedr., Lagerhalter, Fährstr. 50 (823, 1676, 1097, 1691)
directory-entry: — Rudolf, Briefträger, Buddestr. 10 (204, 1625, 425, 1640)
